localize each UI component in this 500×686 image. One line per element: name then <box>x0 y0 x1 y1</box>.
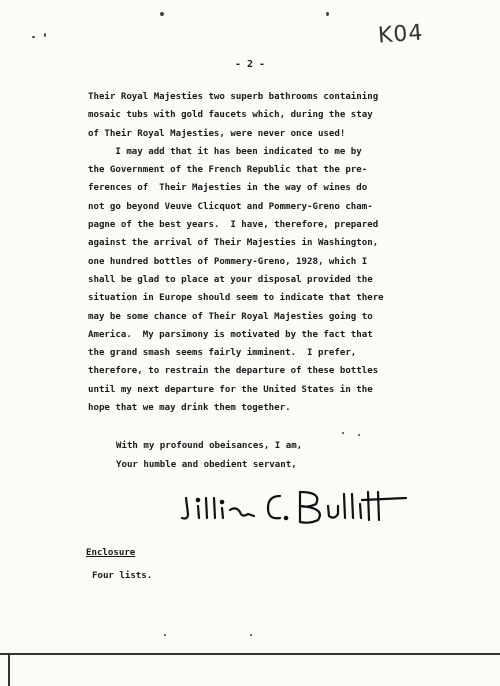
body-line: therefore, to restrain the departure of these bottles <box>88 366 379 377</box>
body-line: the grand smash seems fairly imminent. I prefer, <box>88 348 357 359</box>
body-line: pagne of the best years. I have, therefore, prepared <box>88 220 379 231</box>
scan-edge-left <box>8 653 10 686</box>
body-line: mosaic tubs with gold faucets which, during the stay <box>88 110 373 121</box>
body-line: until my next departure for the United States in the <box>88 384 373 395</box>
body-line: Their Royal Majesties two superb bathrooms containing <box>88 92 379 102</box>
scan-speck <box>44 33 46 37</box>
enclosure-items: Four lists. <box>92 571 153 581</box>
scan-speck <box>326 12 329 16</box>
page-number: - 2 - <box>234 59 266 70</box>
body-line: one hundred bottles of Pommery-Greno, 1928, which I <box>88 256 368 267</box>
scan-speck <box>358 434 360 436</box>
closing-salutation: With my profound obeisances, I am, <box>116 441 303 451</box>
body-line: I may add that it has been indicated to me by <box>88 146 362 157</box>
enclosure-heading: Enclosure <box>86 548 136 558</box>
body-line: against the arrival of Their Majesties in Washington, <box>88 238 379 249</box>
body-line: the Government of the French Republic that the pre- <box>88 165 368 176</box>
body-line: shall be glad to place at your disposal provided the <box>88 274 373 285</box>
body-line: hope that we may drink them together. <box>88 403 291 414</box>
scan-edge-bottom <box>0 653 500 655</box>
handwritten-signature <box>176 486 416 534</box>
body-line: ferences of Their Majesties in the way of wines do <box>88 183 368 194</box>
scan-speck <box>164 634 166 636</box>
body-line: not go beyond Veuve Clicquot and Pommery-Greno cham- <box>88 201 373 212</box>
scan-speck <box>342 432 344 434</box>
scan-speck <box>250 634 252 636</box>
closing-servant: Your humble and obedient servant, <box>116 460 297 470</box>
body-line: may be some chance of Their Royal Majesties going to <box>88 311 373 322</box>
scan-speck <box>32 36 35 38</box>
body-line: America. My parsimony is motivated by the fact that <box>88 329 373 340</box>
body-line: situation in Europe should seem to indicate that there <box>88 293 384 304</box>
body-line: of Their Royal Majesties, were never once used! <box>88 128 346 139</box>
scan-speck <box>160 12 164 16</box>
letter-body <box>88 88 428 417</box>
handwritten-file-mark: K04 <box>377 20 425 49</box>
